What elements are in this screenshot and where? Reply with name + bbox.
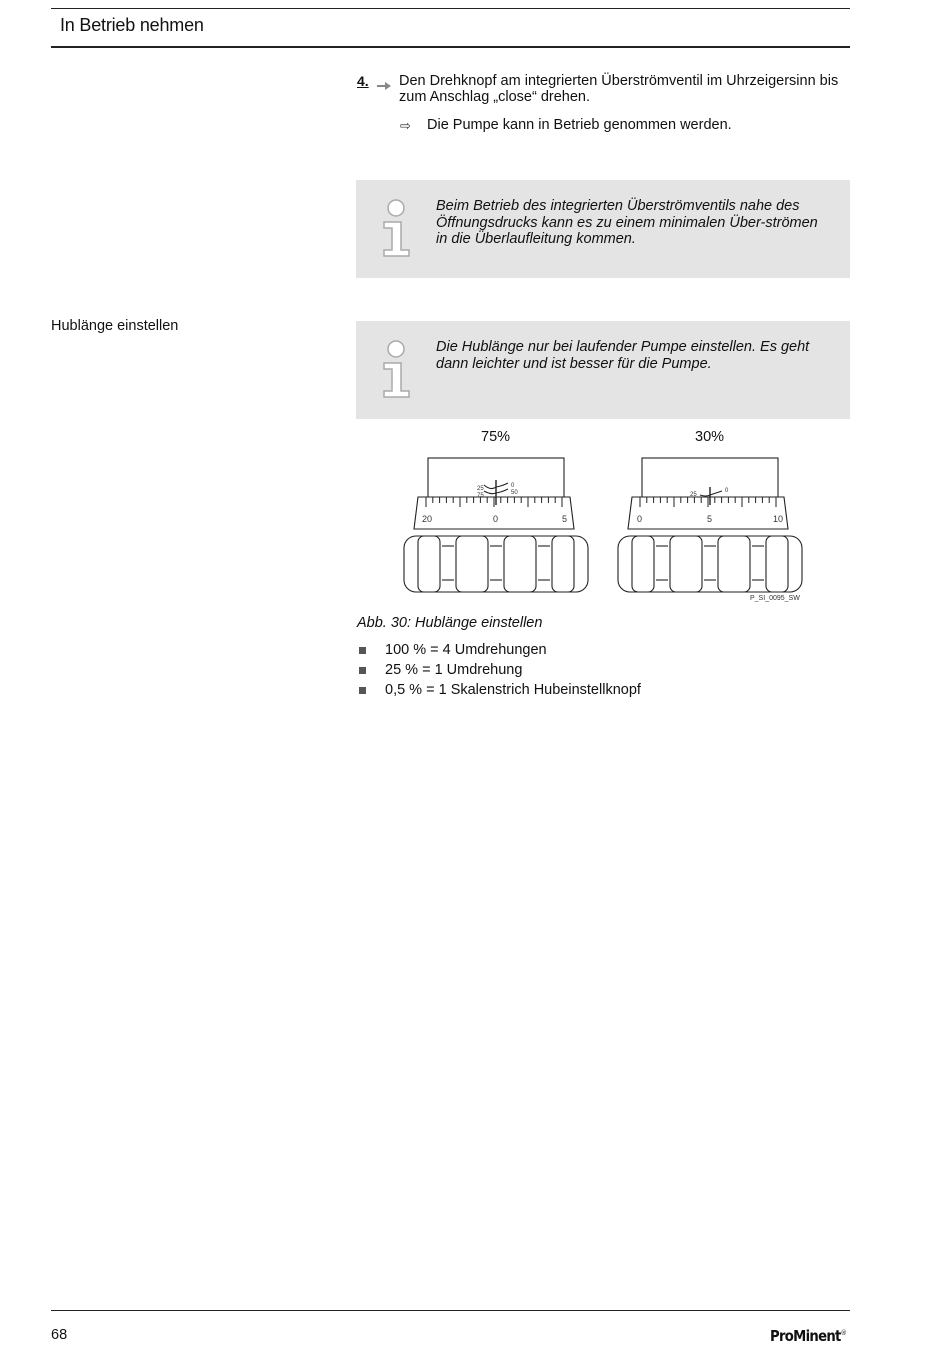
step-arrow-icon xyxy=(377,78,391,94)
bullet-list xyxy=(357,642,641,702)
page-title: In Betrieb nehmen xyxy=(60,15,204,35)
dial-left xyxy=(404,458,588,592)
dial-label-75: 75% xyxy=(481,429,511,445)
scale-label: 10 xyxy=(773,514,784,524)
dial-drawing xyxy=(356,425,850,605)
list-item: 0,5 % = 1 Skalenstrich Hubeinstellknopf xyxy=(357,682,641,702)
ring-label: 50 xyxy=(511,490,518,496)
section-heading: Hublänge einstellen xyxy=(51,318,179,334)
dial-right xyxy=(618,458,802,592)
page-number: 68 xyxy=(51,1327,68,1343)
brand-logo: ProMinent® xyxy=(770,1327,847,1345)
header-rule-bottom xyxy=(51,46,850,48)
info-note xyxy=(356,180,850,278)
image-code: P_SI_0095_SW xyxy=(750,595,800,602)
step-text: Den Drehknopf am integrierten Überströmventil im Uhrzeigersinn bis zum Anschlag „close“ drehen. xyxy=(399,73,839,105)
list-item: 100 % = 4 Umdrehungen xyxy=(357,642,641,662)
scale-label: 20 xyxy=(422,514,433,524)
bullet-square-icon xyxy=(359,687,366,694)
list-item: 25 % = 1 Umdrehung xyxy=(357,662,641,682)
note-text: Beim Betrieb des integrierten Überströmventils nahe des Öffnungsdrucks kann es zu einem minimalen Über-strömen in die Überlaufleitung kommen. xyxy=(436,198,818,247)
figure-caption: Abb. 30: Hublänge einstellen xyxy=(357,615,543,631)
ring-label: 75 xyxy=(477,493,484,499)
info-icon xyxy=(376,198,416,263)
ring-label: 0 xyxy=(725,488,729,494)
step-number: 4. xyxy=(357,73,369,89)
ring-label: 25 xyxy=(477,486,484,492)
bullet-square-icon xyxy=(359,647,366,654)
header-rule-top xyxy=(51,8,850,9)
result-text: Die Pumpe kann in Betrieb genommen werden. xyxy=(427,117,732,133)
bullet-square-icon xyxy=(359,667,366,674)
info-note xyxy=(356,321,850,419)
scale-label: 5 xyxy=(707,514,713,524)
stroke-length-figure xyxy=(356,425,850,605)
footer-rule xyxy=(51,1310,850,1311)
scale-label: 0 xyxy=(493,514,499,524)
info-icon xyxy=(376,339,416,404)
dial-label-30: 30% xyxy=(695,429,725,445)
result-arrow-icon: ⇨ xyxy=(400,118,411,133)
scale-label: 5 xyxy=(562,514,568,524)
scale-label: 0 xyxy=(637,514,643,524)
ring-label: 0 xyxy=(511,483,515,489)
note-text: Die Hublänge nur bei laufender Pumpe einstellen. Es geht dann leichter und ist besser für die Pumpe. xyxy=(436,339,810,372)
ring-label: 25 xyxy=(690,492,697,498)
